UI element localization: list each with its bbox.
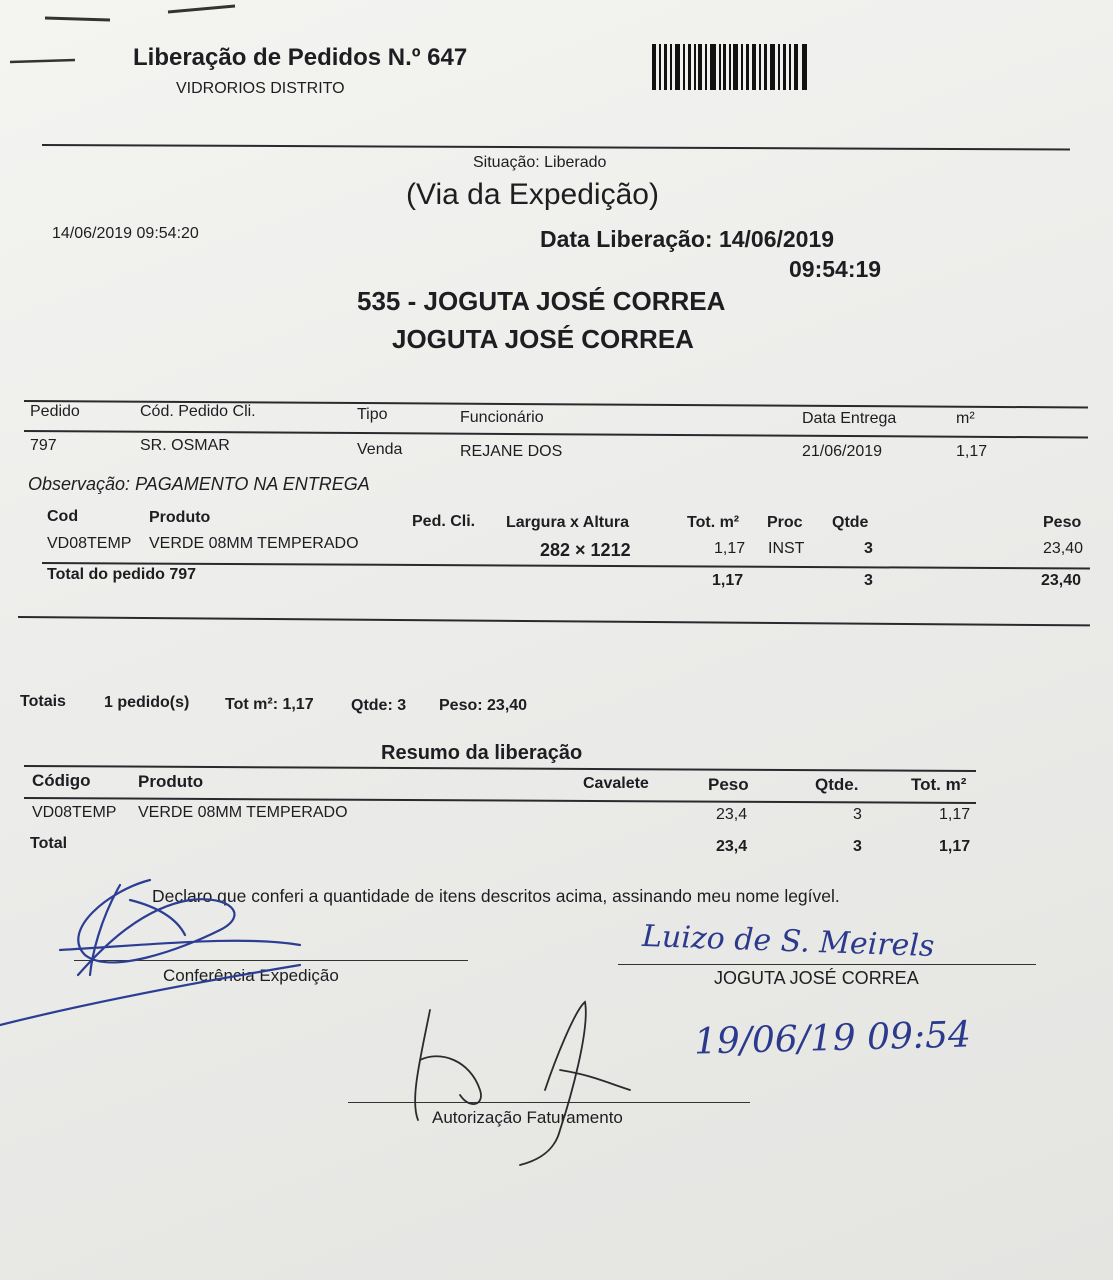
handwritten-date: 19/06/19 09:54: [693, 1014, 972, 1063]
summary-total-tot-m2: 1,17: [939, 838, 971, 855]
release-time: 09:54:19: [789, 256, 882, 282]
summary-col-cavalete: Cavalete: [583, 775, 649, 792]
summary-produto: VERDE 08MM TEMPERADO: [138, 804, 348, 821]
summary-peso: 23,4: [716, 806, 748, 823]
customer-code-name: 535 - JOGUTA JOSÉ CORREA: [357, 286, 726, 316]
item-produto: VERDE 08MM TEMPERADO: [149, 535, 359, 552]
col-pedido: Pedido: [30, 403, 80, 420]
conferencia-label: Conferência Expedição: [163, 966, 339, 985]
summary-col-produto: Produto: [138, 772, 204, 791]
company-name: VIDRORIOS DISTRITO: [176, 80, 345, 97]
order-data-entrega: 21/06/2019: [802, 443, 883, 460]
summary-total-label: Total: [30, 835, 68, 852]
totals-peso: Peso: 23,40: [439, 697, 528, 714]
item-cod: VD08TEMP: [47, 535, 132, 552]
col-largura-altura: Largura x Altura: [506, 514, 629, 531]
col-ped-cli: Ped. Cli.: [412, 513, 476, 530]
order-m2: 1,17: [956, 443, 988, 460]
items-total-label: Total do pedido 797: [47, 566, 197, 583]
declaration-text: Declaro que conferi a quantidade de itens descritos acima, assinando meu nome legível.: [152, 886, 840, 906]
customer-label: JOGUTA JOSÉ CORREA: [714, 968, 919, 988]
summary-col-tot-m2: Tot. m²: [911, 775, 967, 794]
item-peso: 23,40: [1043, 540, 1084, 557]
customer-name: JOGUTA JOSÉ CORREA: [392, 324, 694, 354]
totals-tot-m2: Tot m²: 1,17: [225, 696, 314, 713]
order-pedido: 797: [30, 437, 57, 454]
item-tot-m2: 1,17: [714, 540, 746, 557]
items-total-peso: 23,40: [1041, 572, 1082, 589]
order-cod-pedido-cli: SR. OSMAR: [140, 437, 230, 454]
status-label: Situação: Liberado: [473, 154, 607, 171]
summary-total-peso: 23,4: [716, 838, 748, 855]
summary-col-qtde: Qtde.: [815, 775, 859, 794]
totals-qtde: Qtde: 3: [351, 697, 407, 714]
items-total-m2: 1,17: [712, 572, 744, 589]
summary-tot-m2: 1,17: [939, 806, 971, 823]
order-funcionario: REJANE DOS: [460, 443, 563, 460]
col-cod-pedido-cli: Cód. Pedido Cli.: [140, 403, 256, 420]
item-proc: INST: [768, 540, 805, 557]
summary-col-peso: Peso: [708, 775, 749, 794]
item-qtde: 3: [864, 540, 873, 557]
items-total-qtde: 3: [864, 572, 873, 589]
summary-title: Resumo da liberação: [381, 742, 583, 764]
summary-col-codigo: Código: [32, 771, 91, 790]
col-m2: m²: [956, 410, 975, 427]
item-dimensions: 282 × 1212: [540, 540, 631, 560]
release-date: Data Liberação: 14/06/2019: [540, 226, 835, 252]
col-tot-m2: Tot. m²: [687, 514, 740, 531]
order-tipo: Venda: [357, 441, 403, 458]
col-produto: Produto: [149, 509, 211, 526]
copy-label: (Via da Expedição): [406, 178, 659, 211]
col-proc: Proc: [767, 514, 803, 531]
document-title: Liberação de Pedidos N.º 647: [133, 44, 468, 71]
autorizacao-label: Autorização Faturamento: [432, 1108, 623, 1127]
print-datetime: 14/06/2019 09:54:20: [52, 225, 199, 242]
col-cod: Cod: [47, 508, 79, 525]
col-funcionario: Funcionário: [460, 409, 544, 426]
col-tipo: Tipo: [357, 406, 388, 423]
summary-codigo: VD08TEMP: [32, 804, 117, 821]
summary-qtde: 3: [853, 806, 862, 823]
summary-total-qtde: 3: [853, 838, 862, 855]
totals-label: Totais: [20, 693, 66, 710]
observacao-label: Observação:: [28, 474, 131, 494]
totals-pedidos: 1 pedido(s): [104, 694, 190, 711]
col-data-entrega: Data Entrega: [802, 410, 897, 427]
col-qtde: Qtde: [832, 514, 869, 531]
customer-handwritten-signature: Luizo de S. Meirels: [641, 918, 935, 965]
observacao-value: PAGAMENTO NA ENTREGA: [135, 474, 370, 494]
col-peso: Peso: [1043, 514, 1082, 531]
